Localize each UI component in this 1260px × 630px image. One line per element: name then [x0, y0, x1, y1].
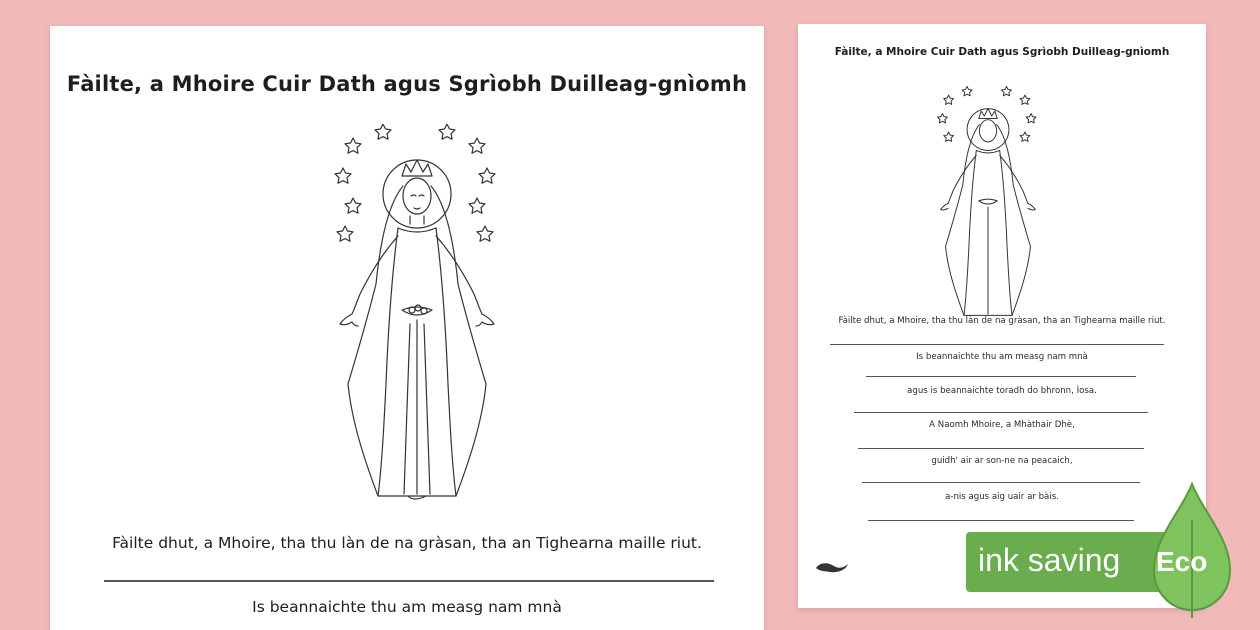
writing-line-small-1 — [830, 344, 1164, 345]
worksheet-preview-large — [50, 26, 764, 630]
virgin-mary-figure-icon — [326, 124, 508, 506]
worksheet-title: Fàilte, a Mhoire Cuir Dath agus Sgrìobh Duilleag-gnìomh — [66, 72, 748, 96]
prayer-line-small-6: a-nis agus aig uair ar bàis. — [945, 492, 1059, 502]
virgin-mary-figure-icon-small — [932, 86, 1044, 322]
writing-line-1 — [104, 580, 714, 582]
writing-line-small-2 — [866, 376, 1136, 377]
prayer-line-1: Fàilte dhut, a Mhoire, tha thu làn de na gràsan, tha an Tighearna maille riut. — [112, 534, 702, 552]
publisher-logo-icon — [814, 560, 850, 574]
writing-line-small-5 — [862, 482, 1140, 483]
writing-line-small-4 — [858, 448, 1144, 449]
writing-line-small-3 — [854, 412, 1148, 413]
prayer-line-small-1: Fàilte dhut, a Mhoire, tha thu làn de na gràsan, tha an Tighearna maille riut. — [838, 316, 1166, 326]
prayer-line-small-3: agus is beannaichte toradh do bhronn, Ìosa. — [907, 386, 1097, 396]
eco-badge-text: ink saving — [978, 542, 1121, 578]
eco-badge-label: Eco — [1156, 546, 1208, 577]
worksheet-title-small: Fàilte, a Mhoire Cuir Dath agus Sgrìobh Duilleag-gnìomh — [834, 46, 1170, 58]
prayer-line-small-5: guidh' air ar son-ne na peacaich, — [931, 456, 1073, 466]
writing-line-small-6 — [868, 520, 1134, 521]
prayer-line-small-2: Is beannaichte thu am measg nam mnà — [916, 352, 1088, 362]
prayer-line-small-4: A Naomh Mhoire, a Mhàthair Dhè, — [929, 420, 1075, 430]
prayer-line-2: Is beannaichte thu am measg nam mnà — [252, 598, 562, 616]
